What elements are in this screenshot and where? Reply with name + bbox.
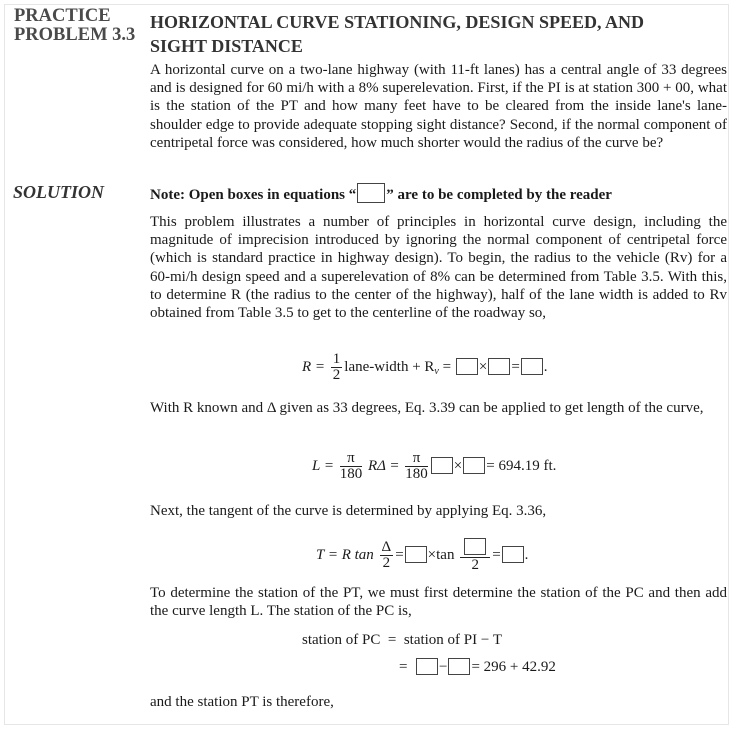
solution-paragraph-1: This problem illustrates a number of principles in horizontal curve design, including the magnitude of imprecision introduced by ignoring the normal component of centripetal force (which is standard practice in highway design). To begin, the radius to the vehicle (Rv) for a 60-mi/h design speed and a superelevation of 8% can be determined from Table 3.5. With this, to determine R (the radius to the center of the highway), half of the lane width is added to Rv obtained from Table 3.5 to get to the centerline of the roadway so,: [150, 214, 727, 322]
eq1-numerator: 1: [332, 351, 341, 367]
eq1-text: lane-width + R: [344, 358, 435, 375]
eq4-result: = 296 + 42.92: [471, 659, 556, 675]
eq3-lhs: T = R tan: [316, 546, 374, 563]
note-after: ” are to be completed by the reader: [386, 187, 612, 203]
answer-box[interactable]: [521, 358, 543, 375]
eq1-lhs: R =: [302, 358, 326, 375]
answer-box[interactable]: [431, 457, 453, 474]
eq2-fraction-1: [340, 451, 363, 482]
equation-tangent: T = R tan $\frac{\Delta}{2}$ = ×tan 2 = .: [316, 539, 529, 573]
equation-station-pc: station of PC = station of PI − T: [302, 632, 502, 648]
solution-paragraph-4: To determine the station of the PT, we must first determine the station of the PC and then add the curve length L. The station of the PC is,: [150, 585, 727, 620]
problem-label: [14, 7, 135, 45]
eq4-rhs: station of PI − T: [403, 632, 502, 648]
answer-box[interactable]: [464, 538, 486, 555]
answer-box[interactable]: [416, 658, 438, 675]
equation-length: L = $\frac{\pi}{180}$ RΔ = $\frac{\pi}{180}$ × = 694.19 ft.: [312, 450, 557, 482]
answer-box[interactable]: [448, 658, 470, 675]
eq2-den-2: 180: [405, 466, 428, 482]
eq3-den: 2: [382, 555, 391, 571]
answer-box[interactable]: [488, 358, 510, 375]
eq1-subscript: v: [434, 365, 439, 377]
eq1-denominator: 2: [332, 367, 341, 383]
problem-label-line2: PROBLEM 3.3: [14, 25, 136, 45]
eq2-pi-2: π: [405, 451, 428, 467]
eq2-pi: π: [340, 451, 363, 467]
problem-statement: A horizontal curve on a two-lane highway (with 11-ft lanes) has a central angle of 33 degrees and is designed for 60 mi/h with a 8% superelevation. First, if the PI is at station 300 + 00, what is the station of the PT and how many feet have to be cleared from the inside lane's lane-shoulder edge to provide adequate stopping sight distance? Second, if the normal component of centripetal force was considered, how much shorter would the radius of the curve be?: [150, 62, 727, 151]
eq2-den: 180: [339, 466, 363, 482]
eq1-fraction: [331, 352, 343, 383]
answer-box[interactable]: [502, 546, 524, 563]
solution-paragraph-3: Next, the tangent of the curve is determined by applying Eq. 3.36,: [150, 503, 547, 519]
title-line1: HORIZONTAL CURVE STATIONING, DESIGN SPEED, AND: [150, 12, 644, 32]
eq3-fraction: [380, 540, 394, 571]
answer-box[interactable]: [463, 457, 485, 474]
solution-paragraph-2: With R known and Δ given as 33 degrees, Eq. 3.39 can be applied to get length of the curve,: [150, 400, 704, 416]
eq2-result: = 694.19 ft.: [486, 457, 557, 474]
eq2-mid: RΔ =: [367, 457, 400, 474]
note-before: Note: Open boxes in equations “: [150, 187, 357, 203]
eq3-delta: Δ: [381, 539, 392, 555]
eq2-fraction-2: [405, 451, 428, 482]
problem-title: [150, 10, 720, 58]
answer-box[interactable]: [456, 358, 478, 375]
eq3-fraction-box: [460, 538, 490, 573]
eq4-lhs: station of PC: [302, 632, 381, 648]
solution-paragraph-5: and the station PT is therefore,: [150, 694, 334, 710]
title-line2: SIGHT DISTANCE: [150, 36, 303, 56]
answer-box[interactable]: [357, 183, 385, 203]
eq3-tan: tan: [436, 546, 455, 563]
equation-station-pc-line2: = − = 296 + 42.92: [399, 659, 556, 675]
note: [150, 183, 612, 204]
equation-radius: R = $\frac{1}{2}$ lane-width + $R_v$ = × = .: [302, 351, 548, 383]
solution-label: SOLUTION: [13, 182, 105, 202]
eq2-lhs: L =: [312, 457, 334, 474]
eq3-den-2: 2: [471, 557, 479, 573]
eq1-equals: =: [442, 358, 452, 375]
answer-box[interactable]: [405, 546, 427, 563]
problem-label-line1: PRACTICE: [14, 6, 111, 26]
